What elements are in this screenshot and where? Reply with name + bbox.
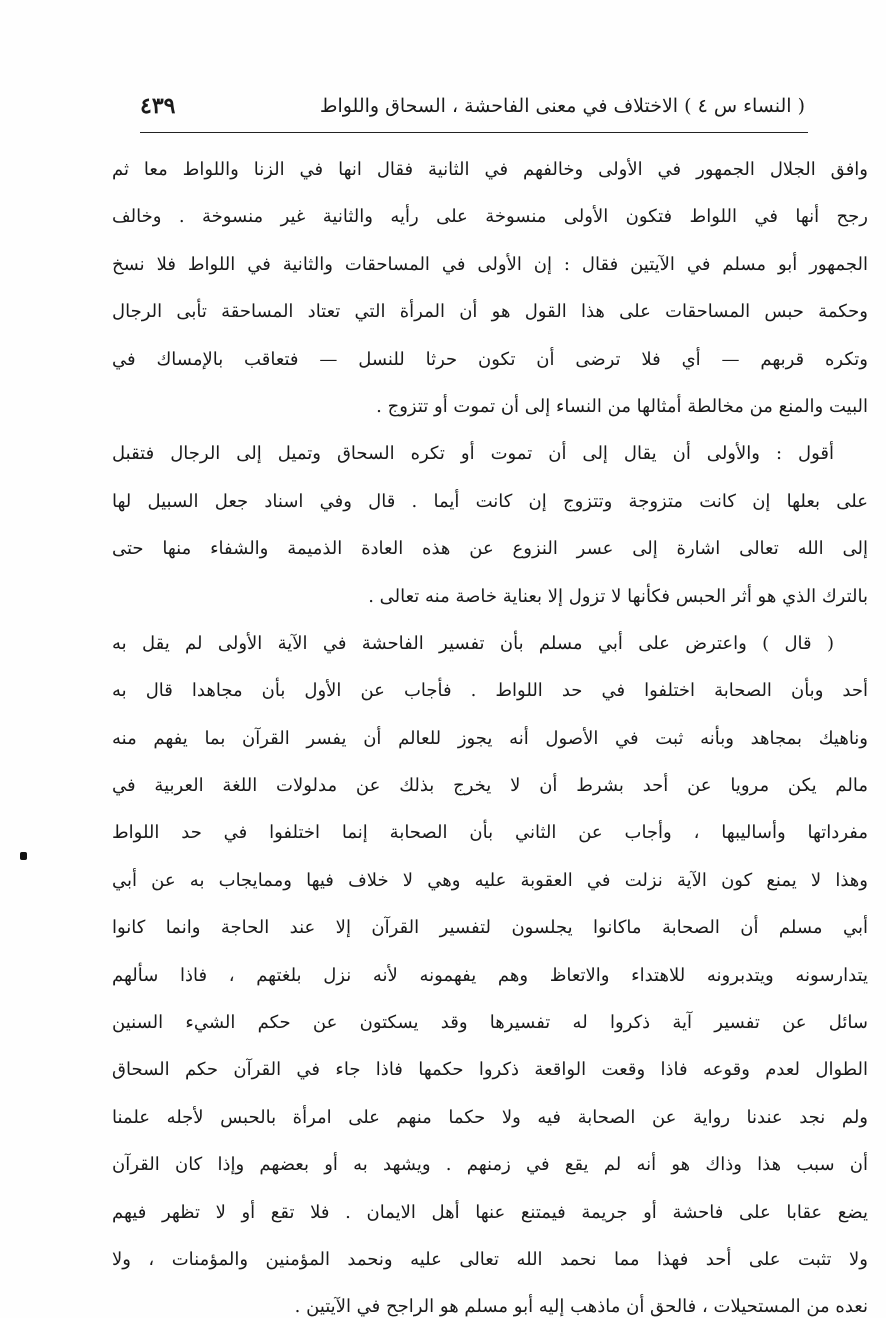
text-line: وحكمة حبس المساحقات على هذا القول هو أن المرأة التي تعتاد المساحقة تأبى الرجال [112,301,868,323]
text-line: الجمهور أبو مسلم في الآيتين فقال : إن الأولى في المساحقات والثانية في اللواط فلا نسخ [112,253,868,275]
running-header-title: ( النساء س ٤ ) الاختلاف في معنى الفاحشة ، السحاق واللواط [319,95,805,117]
page-number: ٤٣٩ [140,93,176,119]
text-line: إلى الله تعالى اشارة إلى عسر النزوع عن هذه العادة الذميمة والشفاء منها حتى [112,538,868,560]
text-line: أن سبب هذا وذاك هو أنه لم يقع في زمنهم . ويشهد به أو بعضهم وإذا كان القرآن [112,1154,868,1176]
text-line: وناهيك بمجاهد وبأنه ثبت في الأصول أنه يجوز للعالم أن يفسر القرآن بما يفهم منه [112,727,868,749]
margin-ink-mark [20,852,27,860]
text-line: مالم يكن مرويا عن أحد بشرط أن لا يخرج بذلك عن مدلولات اللغة العربية في [112,775,868,797]
text-line: ولا تثبت على أحد فهذا مما نحمد الله تعالى عليه ونحمد المؤمنين والمؤمنات ، ولا [112,1248,868,1270]
text-line: رجح أنها في اللواط فتكون الأولى منسوخة على رأيه والثانية غير منسوخة . وخالف [112,206,868,228]
text-line: مفرداتها وأساليبها ، وأجاب عن الثاني بأن الصحابة إنما اختلفوا في حد اللواط [112,822,868,844]
text-line: سائل عن تفسير آية ذكروا له تفسيرها وقد يسكتون عن حكم الشيء السنين [112,1012,868,1034]
text-line: ولم نجد عندنا رواية عن الصحابة فيه ولا حكما منهم على امرأة بالحبس لأجله علمنا [112,1106,868,1128]
text-line: نعده من المستحيلات ، فالحق أن ماذهب إليه أبو مسلم هو الراجح في الآيتين . [294,1296,868,1318]
text-line: يضع عقابا على فاحشة أو جريمة فيمتنع عنها أهل الايمان . فلا تقع أو لا تظهر فيهم [112,1201,868,1223]
text-line: ( قال ) واعترض على أبي مسلم بأن تفسير الفاحشة في الآية الأولى لم يقل به [112,632,834,654]
text-line: وافق الجلال الجمهور في الأولى وخالفهم في الثانية فقال انها في الزنا واللواط معا ثم [112,159,868,180]
text-line: أقول : والأولى أن يقال إلى أن تموت أو تكره السحاق وتميل إلى الرجال فتقبل [112,443,834,465]
text-line: الطوال لعدم وقوعه فاذا وقعت الواقعة ذكروا حكمها فاذا جاء في القرآن حكم السحاق [112,1059,868,1081]
running-header [140,86,805,126]
text-line: وهذا لا يمنع كون الآية نزلت في العقوبة عليه وهي لا خلاف فيها وممايجاب به عن أبي [112,869,868,891]
text-line: أبي مسلم أن الصحابة ماكانوا يجلسون لتفسير القرآن إلا عند الحاجة وانما كانوا [112,917,868,939]
text-line: يتدارسونه ويتدبرونه للاهتداء والاتعاظ وهم يفهمونه لأنه نزل بلغتهم ، فاذا سألهم [112,964,868,986]
text-line: البيت والمنع من مخالطة أمثالها من النساء إلى أن تموت أو تتزوج . [376,395,868,417]
header-divider [140,132,808,133]
body-text [112,146,868,1331]
text-line: أحد وبأن الصحابة اختلفوا في حد اللواط . فأجاب عن الأول بأن مجاهدا قال به [112,680,868,702]
text-line: وتكره قربهم — أي فلا ترضى أن تكون حرثا للنسل — فتعاقب بالإمساك في [112,348,868,370]
text-line: بالترك الذي هو أثر الحبس فكأنها لا تزول إلا بعناية خاصة منه تعالى . [368,585,868,607]
text-line: على بعلها إن كانت متزوجة وتتزوج إن كانت أيما . قال وفي اسناد جعل السبيل لها [112,490,868,512]
